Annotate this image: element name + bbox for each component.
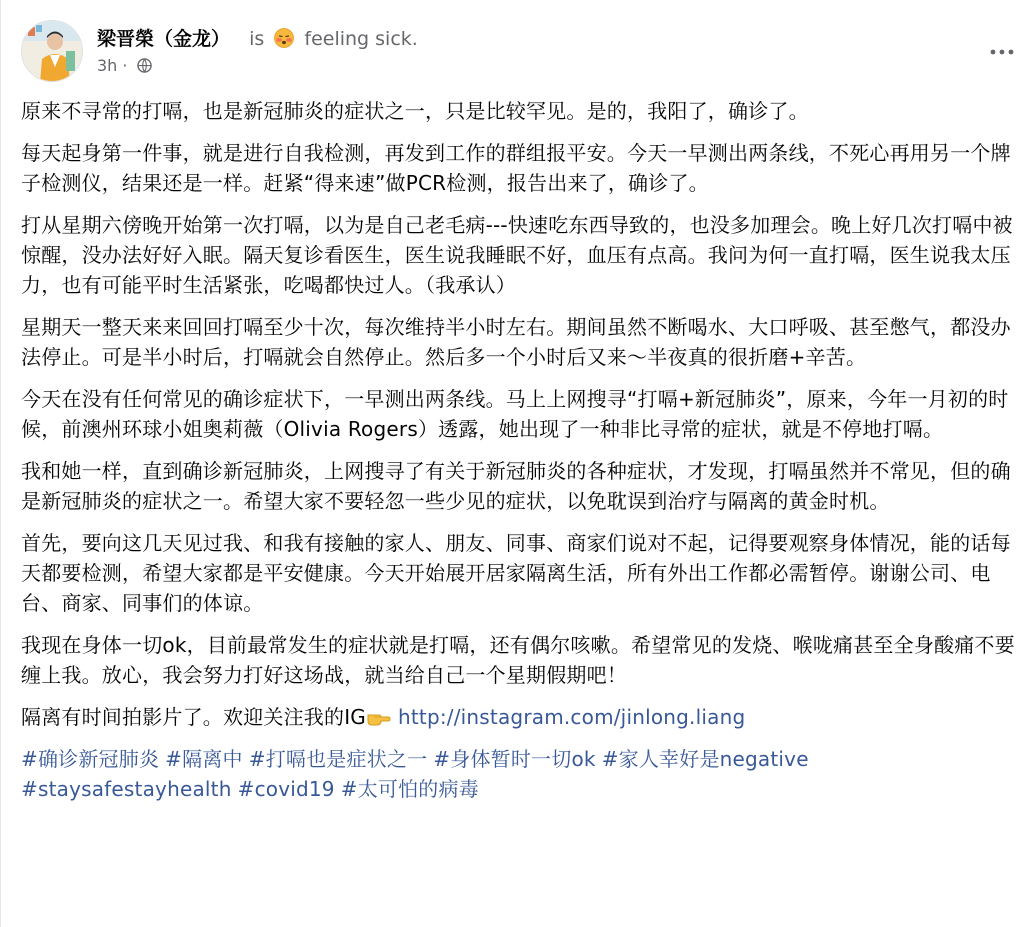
feeling-prefix: is [249, 28, 265, 50]
hashtag-link[interactable]: #家人幸好是negative [601, 747, 809, 771]
post-paragraph-1: 原来不寻常的打嗝，也是新冠肺炎的症状之一，只是比较罕见。是的，我阳了，确诊了。 [21, 99, 809, 123]
hashtag-link[interactable]: #身体暂时一切ok [433, 747, 596, 771]
author-name[interactable]: 梁晋榮（金龙） [97, 28, 231, 50]
post-paragraph-3: 打从星期六傍晚开始第一次打嗝，以为是自己老毛病---快速吃东西导致的，也没多加理会。晚上好几次打嗝中被惊醒，没办法好好入眠。隔天复诊看医生，医生说我睡眠不好，血压有点高。我问为何一直打嗝，医生说我太压力，也有可能平时生活紧张，吃喝都快过人。（我承认） [21, 213, 1013, 297]
post-body [21, 96, 1021, 804]
post-paragraph-8: 我现在身体一切ok，目前最常发生的症状就是打嗝，还有偶尔咳嗽。希望常见的发烧、喉咙痛甚至全身酸痛不要缠上我。放心，我会努力打好这场战，就当给自己一个星期假期吧！ [21, 633, 1015, 687]
post-paragraph-5: 今天在没有任何常见的确诊症状下，一早测出两条线。马上上网搜寻“打嗝+新冠肺炎”，原来，今年一月初的时候，前澳州环球小姐奥莉薇（Olivia Rogers）透露，她出现了一种非比寻常的症状，就是不停地打嗝。 [21, 387, 1009, 441]
post-paragraph-2: 每天起身第一件事，就是进行自我检测，再发到工作的群组报平安。今天一早测出两条线，不死心再用另一个牌子检测仪，结果还是一样。赶紧“得来速”做PCR检测，报告出来了，确诊了。 [21, 141, 1011, 195]
hashtag-link[interactable]: #确诊新冠肺炎 [21, 747, 160, 771]
avatar-image [22, 21, 83, 82]
post-meta [97, 56, 152, 75]
hashtag-link[interactable]: #太可怕的病毒 [340, 777, 479, 801]
hashtag-link[interactable]: #staysafestayhealth [21, 777, 232, 801]
hashtag-link[interactable]: #打嗝也是症状之一 [248, 747, 428, 771]
post-header [21, 20, 1016, 82]
globe-icon[interactable] [137, 58, 152, 73]
post-time[interactable]: 3h · [97, 56, 128, 75]
post-paragraph-7: 首先，要向这几天见过我、和我有接触的家人、朋友、同事、商家们说对不起，记得要观察身体情况，能的话每天都要检测，希望大家都是平安健康。今天开始展开居家隔离生活，所有外出工作都必需暂停。谢谢公司、电台、商家、同事们的体谅。 [21, 531, 1011, 615]
hashtag-link[interactable]: #covid19 [237, 777, 335, 801]
author-line [97, 24, 418, 51]
ig-promo-line [21, 702, 1021, 732]
post-paragraph-6: 我和她一样，直到确诊新冠肺炎，上网搜寻了有关于新冠肺炎的各种症状，才发现，打嗝虽然并不常见，但的确是新冠肺炎的症状之一。希望大家不要轻忽一些少见的症状，以免耽误到治疗与隔离的黄金时机。 [21, 459, 1011, 513]
more-options-icon[interactable] [988, 42, 1016, 62]
post-paragraph-4: 星期天一整天来来回回打嗝至少十次，每次维持半小时左右。期间虽然不断喝水、大口呼吸、甚至憋气，都没办法停止。可是半小时后，打嗝就会自然停止。然后多一个小时后又来～半夜真的很折磨+辛苦。 [21, 315, 1011, 369]
author-avatar[interactable] [21, 20, 83, 82]
hashtag-link[interactable]: #隔离中 [165, 747, 243, 771]
sick-face-emoji-icon [274, 28, 294, 48]
instagram-link[interactable]: http://instagram.com/jinlong.liang [398, 705, 746, 729]
feeling-text: feeling sick. [304, 28, 418, 50]
hashtag-list [21, 744, 1021, 804]
ig-promo-text: 隔离有时间拍影片了。欢迎关注我的IG [21, 705, 366, 729]
feeling-status [249, 28, 418, 50]
pointing-hand-emoji-icon [366, 706, 392, 728]
